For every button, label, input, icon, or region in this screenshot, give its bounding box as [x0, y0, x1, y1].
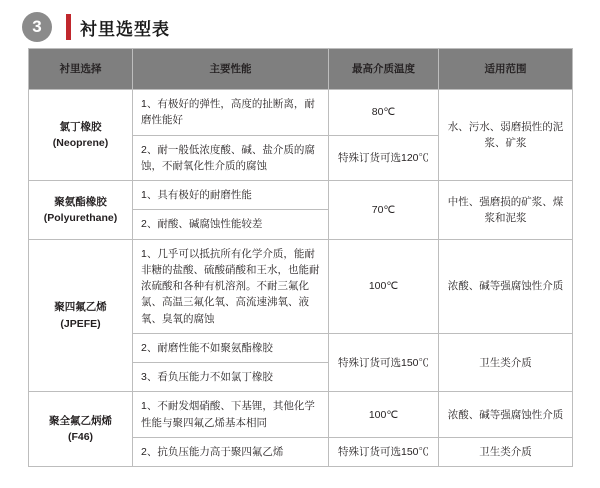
scope-cell: 卫生类介质	[439, 333, 573, 392]
table-header-row	[29, 49, 573, 90]
page-title	[66, 14, 170, 40]
lining-name-cell	[29, 239, 133, 392]
title-accent-bar	[66, 14, 71, 40]
lining-name-cn: 聚全氟乙炳烯	[49, 415, 112, 428]
lining-selection-table	[28, 48, 573, 467]
table-row	[29, 392, 573, 438]
temperature-cell: 100℃	[329, 392, 439, 438]
lining-name-cell	[29, 90, 133, 181]
scope-cell: 浓酸、碱等强腐蚀性介质	[439, 239, 573, 333]
lining-name-cn: 聚氨酯橡胶	[54, 195, 107, 208]
table-body	[29, 90, 573, 467]
lining-name-cell	[29, 181, 133, 240]
table-row	[29, 239, 573, 333]
lining-name-cn: 聚四氟乙烯	[54, 301, 107, 314]
table-row	[29, 181, 573, 210]
lining-name-en: (F46)	[67, 431, 94, 444]
performance-cell: 1、具有极好的耐磨性能	[133, 181, 329, 210]
scope-cell: 中性、强磨损的矿浆、煤浆和泥浆	[439, 181, 573, 240]
lining-name-cell	[29, 392, 133, 467]
table-header	[29, 49, 573, 90]
scope-cell: 浓酸、碱等强腐蚀性介质	[439, 392, 573, 438]
performance-cell: 2、耐磨性能不如聚氨酯橡胶	[133, 333, 329, 362]
column-header-lining: 衬里选择	[29, 49, 133, 90]
temperature-cell: 特殊订货可选120℃	[329, 135, 439, 181]
page-title-text: 衬里选型表	[80, 19, 170, 39]
performance-cell: 1、几乎可以抵抗所有化学介质，能耐非糖的盐酸、硫酸硝酸和王水，也能耐浓硫酸和各种有机溶剂。不耐三氟化氯、高温三氟化氧、高流速沸氧、液氧、臭氧的腐蚀	[133, 239, 329, 333]
scope-cell: 卫生类介质	[439, 437, 573, 466]
column-header-performance: 主要性能	[133, 49, 329, 90]
column-header-temperature: 最高介质温度	[329, 49, 439, 90]
temperature-cell: 70℃	[329, 181, 439, 240]
lining-table-wrapper	[28, 48, 572, 467]
performance-cell: 3、看负压能力不如氯丁橡胶	[133, 363, 329, 392]
scope-cell: 水、污水、弱磨损性的泥浆、矿浆	[439, 90, 573, 181]
temperature-cell: 100℃	[329, 239, 439, 333]
temperature-cell: 特殊订货可选150℃	[329, 333, 439, 392]
lining-name-en: (Neoprene)	[52, 137, 109, 150]
column-header-scope: 适用范围	[439, 49, 573, 90]
temperature-cell: 80℃	[329, 90, 439, 136]
lining-name-cn: 氯丁橡胶	[59, 120, 102, 133]
performance-cell: 1、不耐发烟硝酸、下基锂，其他化学性能与聚四氟乙烯基本相同	[133, 392, 329, 438]
section-number-badge: 3	[22, 12, 52, 42]
temperature-cell: 特殊订货可选150℃	[329, 437, 439, 466]
performance-cell: 2、抗负压能力高于聚四氟乙烯	[133, 437, 329, 466]
lining-name-en: (Polyurethane)	[43, 211, 118, 224]
page-header	[0, 0, 600, 44]
performance-cell: 2、耐酸、碱腐蚀性能较差	[133, 210, 329, 239]
table-row	[29, 90, 573, 136]
performance-cell: 1、有极好的弹性，高度的扯断离，耐磨性能好	[133, 90, 329, 136]
performance-cell: 2、耐一般低浓度酸、碱、盐介质的腐蚀，不耐氧化性介质的腐蚀	[133, 135, 329, 181]
lining-name-en: (JPEFE)	[60, 317, 101, 330]
